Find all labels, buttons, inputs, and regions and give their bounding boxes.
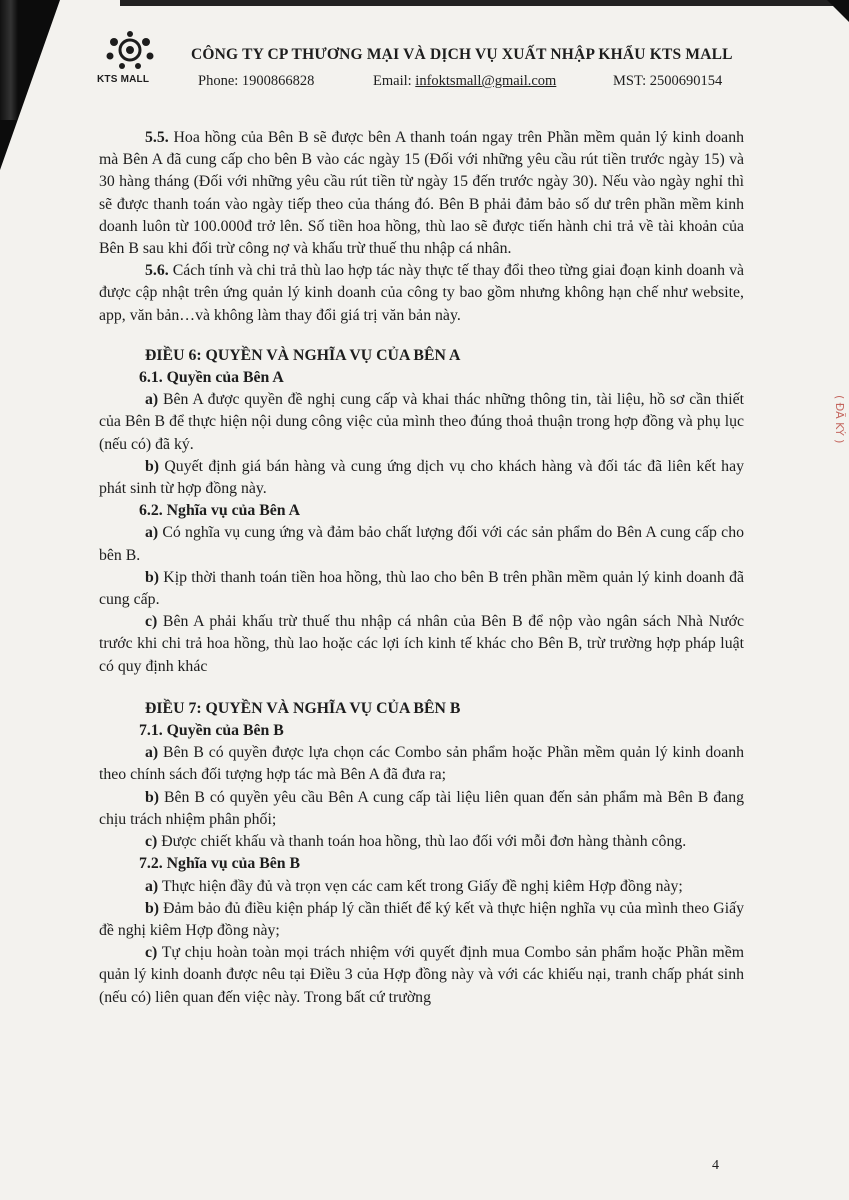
item-label: c) — [145, 944, 158, 962]
item-text: Bên B có quyền yêu cầu Bên A cung cấp tài liệu liên quan đến sản phẩm mà Bên B đang chịu trách nhiệm phân phối; — [99, 788, 744, 828]
scan-corner — [827, 0, 849, 22]
item-text: Bên A phải khấu trừ thuế thu nhập cá nhân của Bên B để nộp vào ngân sách Nhà Nước trước khi chi trả hoa hồng, thù lao hoặc các lợi ích kinh tế khác cho Bên B, trừ trường hợp pháp luật có quy định khác — [99, 613, 744, 675]
tax-code: MST: 2500690154 — [613, 73, 723, 89]
article-7-title: ĐIỀU 7: QUYỀN VÀ NGHĨA VỤ CỦA BÊN B — [145, 699, 461, 717]
clause-5-5 — [99, 127, 744, 260]
item-6-1-b — [99, 456, 744, 500]
item-text: Đảm bảo đủ điều kiện pháp lý cần thiết để ký kết và thực hiện nghĩa vụ của mình theo Giấy đề nghị kiêm Hợp đồng này; — [99, 899, 744, 939]
item-6-2-c — [99, 611, 744, 678]
section-7-2-title: 7.2. Nghĩa vụ của Bên B — [139, 855, 301, 873]
article-6-title: ĐIỀU 6: QUYỀN VÀ NGHĨA VỤ CỦA BÊN A — [145, 346, 461, 364]
clause-text: Hoa hồng của Bên B sẽ được bên A thanh toán ngay trên Phần mềm quản lý kinh doanh mà Bên A đã cung cấp cho bên B vào các ngày 15 (Đối với những yêu cầu rút tiền trước ngày 15) và 30 hàng tháng (Đối với những yêu cầu rút tiền từ ngày 15 đến trước ngày 30). Nếu vào ngày nghỉ thì sẽ được thanh toán vào ngày tiếp theo của tháng đó. Bên B phải đảm bảo số dư trên phần mềm kinh doanh luôn từ 100.000đ trở lên. Số tiền hoa hồng, thù lao sẽ được tiến hành chi trả về tài khoản của Bên B sau khi đối trừ công nợ và khấu trừ thuế thu nhập cá nhân. — [99, 129, 744, 258]
item-label: b) — [145, 568, 160, 586]
page-number: 4 — [712, 1158, 719, 1173]
item-text: Tự chịu hoàn toàn mọi trách nhiệm với quyết định mua Combo sản phẩm hoặc Phần mềm quản lý kinh doanh được nêu tại Điều 3 của Hợp đồng này và với các khiếu nại, tranh chấp phát sinh (nếu có) liên quan đến việc này. Trong bất cứ trường — [99, 944, 744, 1006]
item-text: Được chiết khấu và thanh toán hoa hồng, thù lao đối với mỗi đơn hàng thành công. — [157, 833, 687, 851]
item-6-1-a — [99, 389, 744, 456]
item-label: c) — [145, 613, 158, 631]
signature-stamp: ( ĐÃ KÝ ) — [833, 395, 846, 444]
item-text: Quyết định giá bán hàng và cung ứng dịch vụ cho khách hàng và đối tác đã liên kết hay phát sinh từ hợp đồng này. — [99, 457, 744, 498]
item-label: a) — [145, 391, 159, 409]
company-name: CÔNG TY CP THƯƠNG MẠI VÀ DỊCH VỤ XUẤT NHẬP KHẨU KTS MALL — [191, 46, 733, 63]
item-6-2-a — [99, 522, 744, 566]
item-7-1-b — [99, 787, 744, 831]
item-7-2-c — [99, 942, 744, 1009]
logo-text: KTS MALL — [97, 74, 150, 85]
clause-number: 5.6. — [145, 262, 169, 280]
section-7-1-title: 7.1. Quyền của Bên B — [139, 722, 284, 740]
item-text: Bên B có quyền được lựa chọn các Combo sản phẩm hoặc Phần mềm quản lý kinh doanh theo chính sách đối tượng hợp tác mà Bên A đã đưa ra; — [99, 744, 744, 784]
item-text: Kịp thời thanh toán tiền hoa hồng, thù lao cho bên B trên phần mềm quản lý kinh doanh đã cung cấp. — [99, 568, 744, 609]
item-label: a) — [145, 877, 159, 895]
item-text: Có nghĩa vụ cung ứng và đảm bảo chất lượng đối với các sản phẩm do Bên A cung cấp cho bên B. — [99, 524, 744, 564]
section-6-2-title: 6.2. Nghĩa vụ của Bên A — [139, 502, 301, 520]
item-7-2-b — [99, 898, 744, 942]
spacer — [99, 327, 744, 345]
item-6-2-b — [99, 567, 744, 611]
clause-text: Cách tính và chi trả thù lao hợp tác này thực tế thay đổi theo từng giai đoạn kinh doanh và được cập nhật trên ứng quản lý kinh doanh của công ty bao gồm nhưng không hạn chế như website, app, văn bản…và không làm thay đổi giá trị văn bản này. — [99, 262, 744, 324]
document-body — [99, 127, 744, 1009]
scan-top-edge — [120, 0, 849, 6]
item-text: Bên A được quyền đề nghị cung cấp và khai thác những thông tin, tài liệu, hồ sơ cần thiết của Bên B để thực hiện nội dung công việc của mình theo đúng thoả thuận trong hợp đồng và phụ lục (nếu có) đã ký. — [99, 391, 744, 453]
section-6-1-title: 6.1. Quyền của Bên A — [139, 369, 284, 387]
item-label: a) — [145, 744, 159, 762]
item-label: b) — [145, 788, 160, 806]
item-text: Thực hiện đầy đủ và trọn vẹn các cam kết trong Giấy đề nghị kiêm Hợp đồng này; — [158, 877, 683, 895]
phone-number: Phone: 1900866828 — [198, 73, 315, 89]
email-link[interactable]: infoktsmall@gmail.com — [415, 73, 557, 89]
item-7-1-c — [99, 831, 744, 853]
email-label: Email: — [373, 73, 416, 89]
scan-edge — [0, 0, 18, 120]
item-7-2-a — [99, 876, 744, 898]
item-label: a) — [145, 524, 159, 542]
item-label: c) — [145, 833, 158, 851]
item-label: b) — [145, 457, 160, 475]
email-line — [373, 73, 556, 90]
item-label: b) — [145, 899, 160, 917]
clause-5-6 — [99, 260, 744, 327]
letterhead — [95, 28, 745, 98]
clause-number: 5.5. — [145, 129, 169, 146]
spacer — [99, 678, 744, 698]
item-7-1-a — [99, 742, 744, 786]
